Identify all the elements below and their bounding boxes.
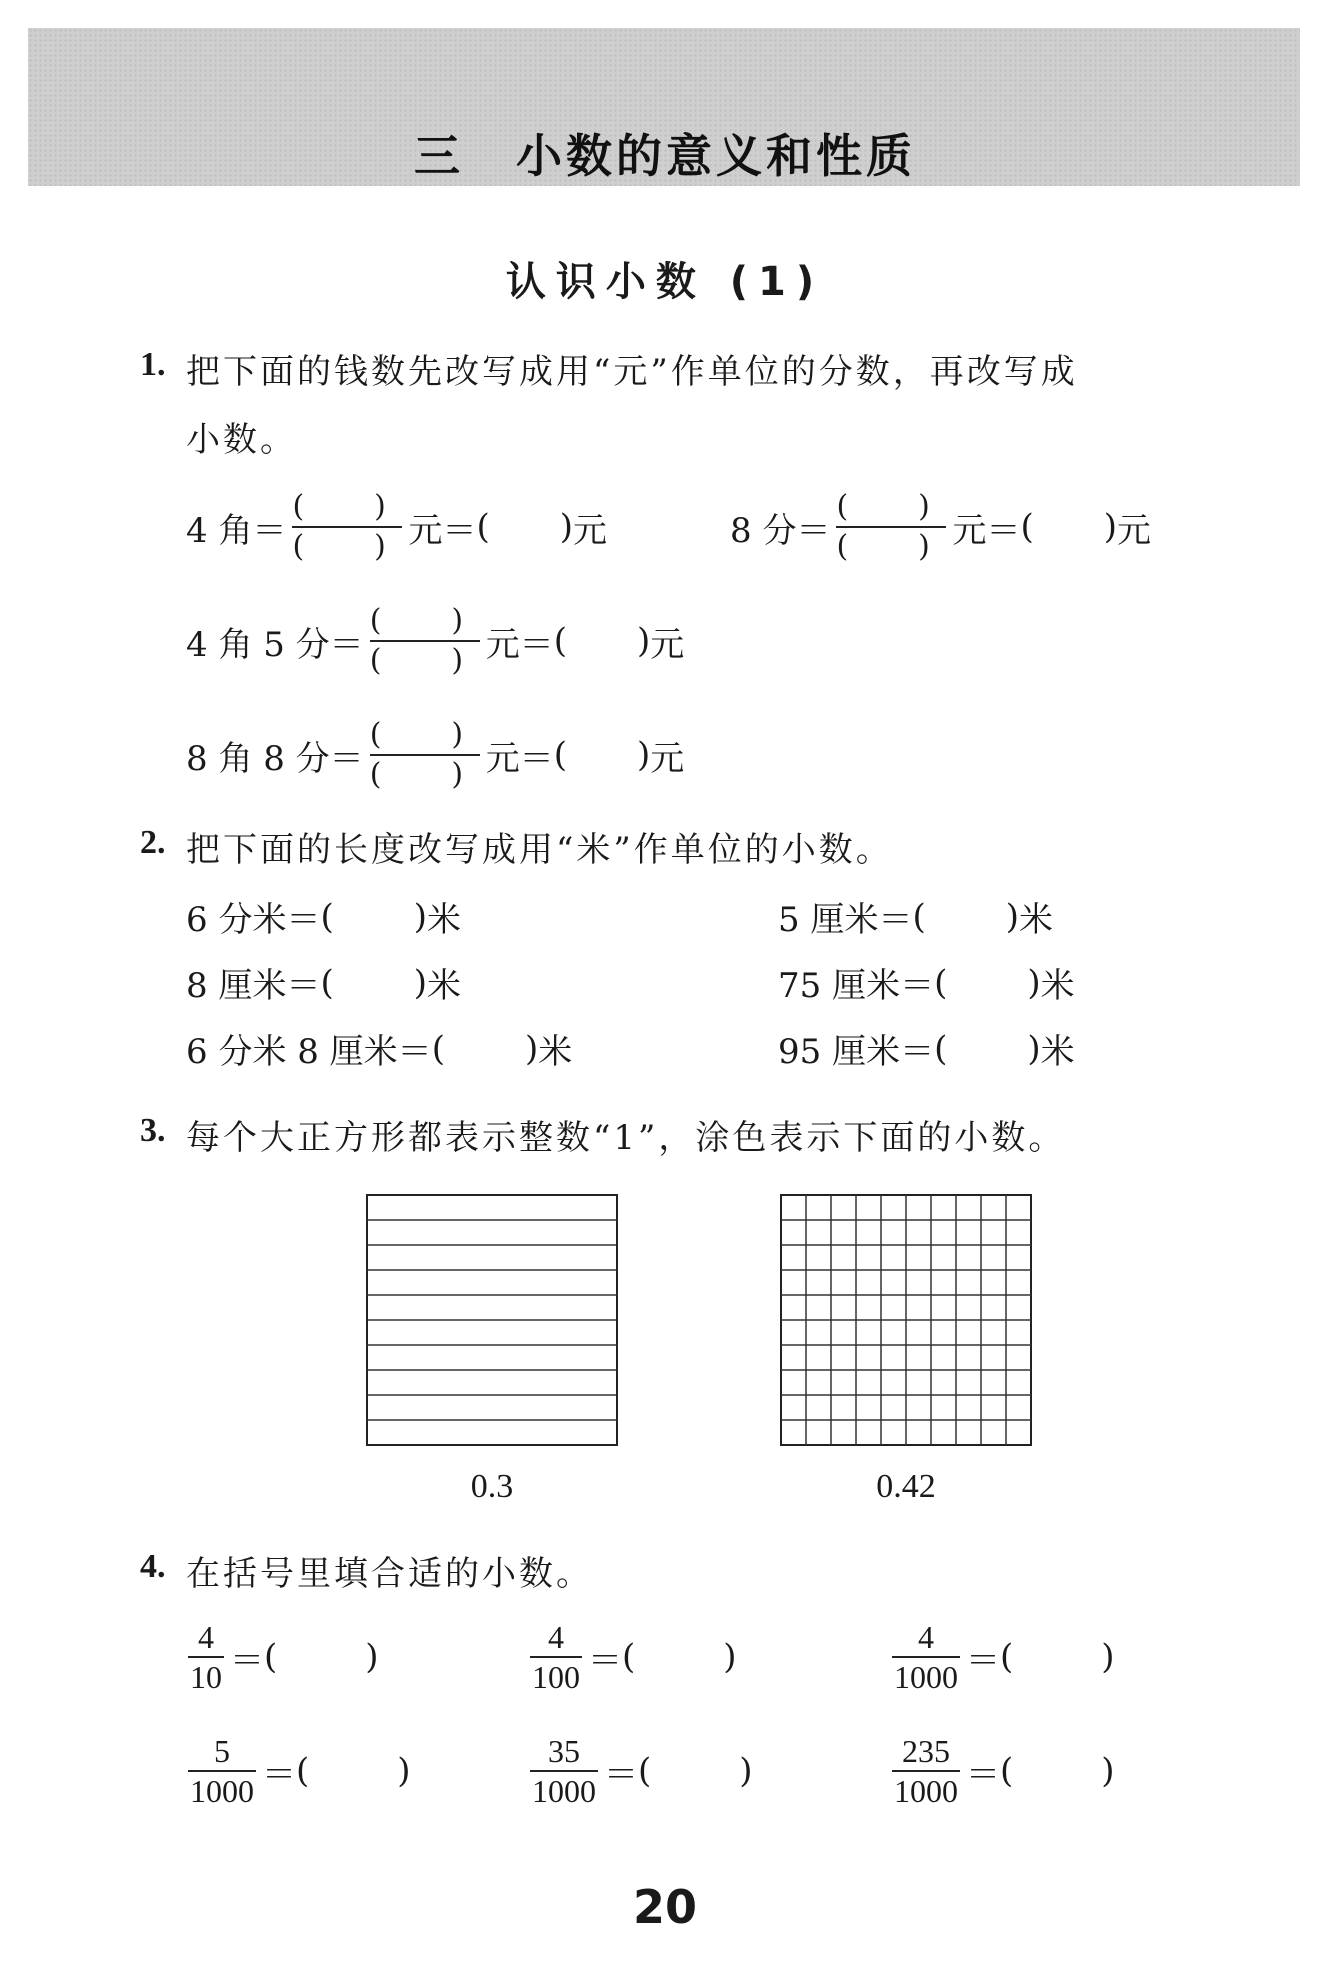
answer-blank[interactable]: ( )	[476, 507, 573, 547]
q1-item-4-end: 元	[650, 738, 685, 779]
answer-blank[interactable]: ( )	[320, 962, 427, 1003]
question-3-text: 每个大正方形都表示整数“1”，涂色表示下面的小数。	[186, 1118, 1066, 1158]
question-1-text-line2: 小数。	[186, 420, 297, 460]
fraction: $\frac{4}{1000}$	[894, 1619, 958, 1695]
fraction: $\frac{235}{1000}$	[894, 1733, 958, 1809]
q2-item-6: 95 厘米＝ ( ) 米	[778, 1028, 1075, 1072]
q1-item-2-unit: 元＝	[952, 510, 1021, 551]
answer-blank[interactable]: ( )	[638, 1751, 753, 1791]
answer-blank[interactable]: ( )	[1000, 1751, 1115, 1791]
q4-item-6: $\frac{235}{1000}$ ＝ ( )	[894, 1733, 1115, 1809]
answer-blank[interactable]: ( )	[320, 896, 427, 937]
fraction: $\frac{35}{1000}$	[532, 1733, 596, 1809]
question-number-1: 1.	[140, 346, 166, 383]
blank-fraction[interactable]: $\frac{( )}{( )}$	[370, 716, 480, 794]
q1-item-2-label: 8 分＝	[730, 510, 831, 551]
q1-item-4-label: 8 角 8 分＝	[186, 738, 364, 779]
fraction: $\frac{4}{10}$	[190, 1619, 222, 1695]
q4-item-1: $\frac{4}{10}$ ＝ ( )	[190, 1619, 379, 1695]
q1-item-3-label: 4 角 5 分＝	[186, 624, 364, 665]
lesson-title: 认识小数 (1)	[505, 259, 825, 305]
answer-blank[interactable]: ( )	[553, 735, 651, 775]
q2-item-1: 6 分米＝ ( ) 米	[186, 896, 461, 940]
q1-item-1-unit: 元＝	[408, 510, 477, 551]
answer-blank[interactable]: ( )	[912, 896, 1019, 937]
blank-fraction[interactable]: $\frac{( )}{( )}$	[836, 488, 946, 566]
q1-item-1	[186, 488, 607, 566]
q1-item-4-unit: 元＝	[485, 738, 554, 779]
tenths-square[interactable]	[366, 1194, 618, 1446]
fraction: $\frac{4}{100}$	[532, 1619, 580, 1695]
q4-item-4: $\frac{5}{1000}$ ＝ ( )	[190, 1733, 411, 1809]
q2-item-4: 75 厘米＝ ( ) 米	[778, 962, 1075, 1006]
answer-blank[interactable]: ( )	[622, 1637, 737, 1677]
q1-item-4	[186, 716, 684, 794]
question-number-2: 2.	[140, 824, 166, 861]
question-2-text: 把下面的长度改写成用“米”作单位的小数。	[186, 830, 893, 870]
answer-blank[interactable]: ( )	[264, 1637, 379, 1677]
answer-blank[interactable]: ( )	[296, 1751, 411, 1791]
answer-blank[interactable]: ( )	[553, 621, 651, 661]
q1-item-1-label: 4 角＝	[186, 510, 287, 551]
answer-blank[interactable]: ( )	[934, 1028, 1041, 1069]
q1-item-1-end: 元	[572, 510, 607, 551]
q1-item-2-end: 元	[1116, 510, 1151, 551]
answer-blank[interactable]: ( )	[934, 962, 1041, 1003]
question-1-text-line1: 把下面的钱数先改写成用“元”作单位的分数，再改写成	[186, 352, 1078, 392]
answer-blank[interactable]: ( )	[431, 1028, 539, 1069]
chapter-title: 小数的意义和性质	[516, 129, 916, 183]
question-4-text: 在括号里填合适的小数。	[186, 1554, 593, 1594]
hundredths-grid-label: 0.42	[876, 1468, 936, 1505]
fraction: $\frac{5}{1000}$	[190, 1733, 254, 1809]
hundredths-grid[interactable]	[780, 1194, 1032, 1446]
blank-fraction[interactable]: $\frac{( )}{( )}$	[292, 488, 402, 566]
q2-item-5: 6 分米 8 厘米＝ ( ) 米	[186, 1028, 573, 1072]
q4-item-3: $\frac{4}{1000}$ ＝ ( )	[894, 1619, 1115, 1695]
answer-blank[interactable]: ( )	[1000, 1637, 1115, 1677]
tenths-square-label: 0.3	[470, 1468, 514, 1505]
page-number: 20	[632, 1880, 697, 1934]
answer-blank[interactable]: ( )	[1020, 507, 1117, 547]
q2-item-2: 5 厘米＝ ( ) 米	[778, 896, 1053, 940]
question-number-3: 3.	[140, 1112, 166, 1149]
q1-item-3-unit: 元＝	[485, 624, 554, 665]
q1-item-3	[186, 602, 684, 680]
q1-item-2	[730, 488, 1151, 566]
q4-item-2: $\frac{4}{100}$ ＝ ( )	[532, 1619, 737, 1695]
chapter-number: 三	[414, 129, 464, 183]
q4-item-5: $\frac{35}{1000}$ ＝ ( )	[532, 1733, 753, 1809]
q1-item-3-end: 元	[650, 624, 685, 665]
blank-fraction[interactable]: $\frac{( )}{( )}$	[370, 602, 480, 680]
q2-item-3: 8 厘米＝ ( ) 米	[186, 962, 461, 1006]
chapter-heading	[0, 120, 1330, 186]
question-number-4: 4.	[140, 1548, 166, 1585]
